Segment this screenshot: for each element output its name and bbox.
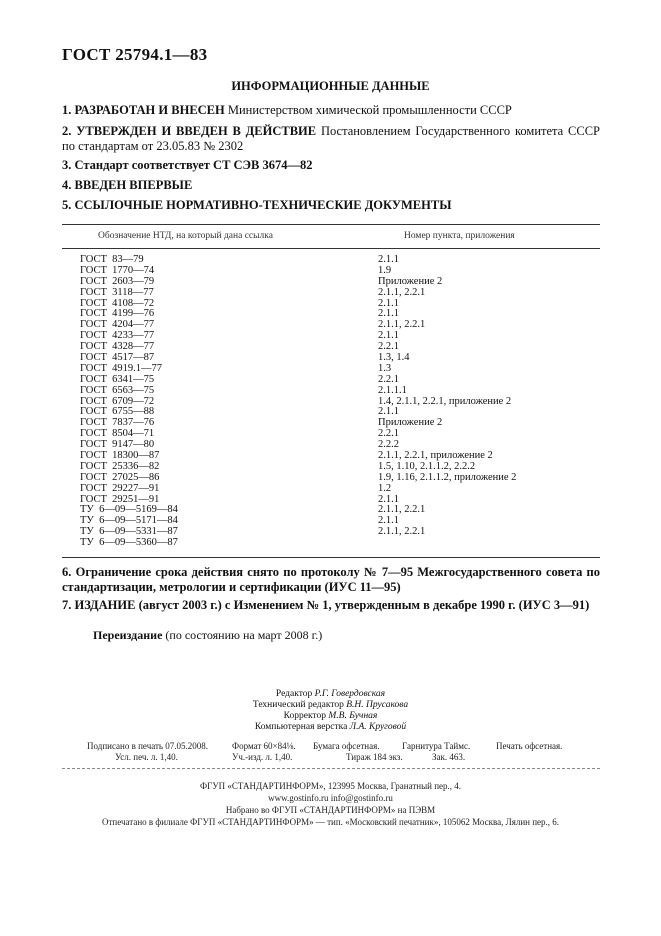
table-header-clause: Номер пункта, приложения bbox=[404, 231, 515, 241]
print-info-paper: Бумага офсетная. bbox=[313, 741, 380, 751]
ntd-designation: ТУ 6—09—5169—84 bbox=[80, 504, 178, 516]
table-bottom-rule bbox=[62, 557, 600, 558]
clause-number: 2.1.1, 2.2.1 bbox=[378, 286, 426, 298]
staff-role: Компьютерная верстка bbox=[254, 722, 350, 732]
item-text: Стандарт соответствует СТ СЭВ 3674—82 bbox=[74, 158, 313, 172]
print-info-printing: Печать офсетная. bbox=[496, 741, 563, 751]
print-info-sheets: Усл. печ. л. 1,40. bbox=[115, 752, 178, 762]
ntd-designation: ГОСТ 4517—87 bbox=[80, 352, 155, 364]
info-item-4 bbox=[62, 178, 600, 193]
clause-number: 2.1.1 bbox=[378, 406, 399, 418]
info-item-7 bbox=[62, 598, 600, 613]
footer-web: www.gostinfo.ru info@gostinfo.ru bbox=[268, 793, 393, 803]
info-item-1 bbox=[62, 103, 600, 118]
clause-number: Приложение 2 bbox=[378, 417, 443, 429]
clause-number: 1.2 bbox=[378, 482, 392, 494]
ntd-designation: ГОСТ 4233—77 bbox=[80, 330, 155, 342]
item-bold-text: УТВЕРЖДЕН И ВВЕДЕН В ДЕЙСТВИЕ bbox=[76, 124, 317, 138]
clause-number: 2.1.1 bbox=[378, 308, 399, 320]
clause-number: Приложение 2 bbox=[378, 275, 443, 287]
reissue-label: Переиздание bbox=[93, 628, 163, 642]
ntd-designation: ГОСТ 18300—87 bbox=[80, 450, 160, 462]
item-text: (август 2003 г.) с Изменением № 1, утвержденным в декабре 1990 г. (ИУС 3—91) bbox=[135, 598, 590, 612]
ntd-designation: ТУ 6—09—5360—87 bbox=[80, 537, 178, 549]
document-code: ГОСТ 25794.1—83 bbox=[62, 45, 208, 64]
ntd-designation: ГОСТ 27025—86 bbox=[80, 471, 160, 483]
item-bold-text: ИЗДАНИЕ bbox=[74, 598, 136, 612]
footer-printed: Отпечатано в филиале ФГУП «СТАНДАРТИНФОРМ» — тип. «Московский печатник», 105062 Москва, Лялин пер., 6. bbox=[101, 817, 560, 827]
staff-tech-editor bbox=[0, 700, 661, 711]
ntd-designation: ГОСТ 8504—71 bbox=[80, 428, 155, 440]
table-body bbox=[62, 255, 600, 549]
staff-name: Л.А. Круговой bbox=[349, 722, 407, 732]
clause-number: 1.3 bbox=[378, 362, 392, 374]
staff-role: Технический редактор bbox=[252, 700, 347, 710]
info-item-6 bbox=[62, 565, 600, 595]
item-number: 7. bbox=[62, 598, 72, 612]
section-title: ИНФОРМАЦИОННЫЕ ДАННЫЕ bbox=[231, 79, 430, 93]
item-number: 2. bbox=[62, 124, 72, 138]
footer-publisher: ФГУП «СТАНДАРТИНФОРМ», 123995 Москва, Гранатный пер., 4. bbox=[199, 781, 462, 791]
footer-typeset: Набрано во ФГУП «СТАНДАРТИНФОРМ» на ПЭВМ bbox=[225, 805, 436, 815]
item-number: 5. bbox=[62, 198, 72, 212]
ntd-designation: ГОСТ 83—79 bbox=[80, 254, 144, 265]
ntd-designation: ГОСТ 9147—80 bbox=[80, 439, 155, 451]
clause-number: 1.5, 1.10, 2.1.1.2, 2.2.2 bbox=[378, 460, 476, 472]
clause-number: 2.2.1 bbox=[378, 373, 399, 385]
ntd-designation: ТУ 6—09—5331—87 bbox=[80, 526, 178, 538]
clause-number: 2.1.1, 2.2.1 bbox=[378, 526, 426, 538]
clause-number: 2.1.1 bbox=[378, 330, 399, 342]
item-number: 6. bbox=[62, 565, 72, 579]
ntd-designation: ГОСТ 4328—77 bbox=[80, 341, 155, 353]
ntd-designation: ГОСТ 29227—91 bbox=[80, 482, 160, 494]
clause-number: 2.1.1 bbox=[378, 493, 399, 505]
staff-name: Р.Г. Говердовская bbox=[314, 689, 386, 699]
clause-number: 1.4, 2.1.1, 2.2.1, приложение 2 bbox=[378, 395, 512, 407]
table-row bbox=[62, 538, 600, 549]
clause-number: 1.3, 1.4 bbox=[378, 352, 410, 364]
clause-number: 2.2.1 bbox=[378, 341, 399, 353]
clause-number: 1.9 bbox=[378, 264, 392, 276]
print-info-edit-sheets: Уч.-изд. л. 1,40. bbox=[232, 752, 293, 762]
clause-number: 2.1.1, 2.2.1 bbox=[378, 319, 426, 331]
staff-layout bbox=[0, 722, 661, 733]
info-item-2 bbox=[62, 124, 600, 154]
ntd-designation: ГОСТ 2603—79 bbox=[80, 275, 155, 287]
staff-proofreader bbox=[0, 711, 661, 722]
ntd-designation: ГОСТ 25336—82 bbox=[80, 460, 160, 472]
ntd-designation: ГОСТ 6755—88 bbox=[80, 406, 155, 418]
item-number: 3. bbox=[62, 158, 72, 172]
ntd-designation: ТУ 6—09—5171—84 bbox=[80, 515, 178, 527]
print-info-typeface: Гарнитура Таймс. bbox=[402, 741, 471, 751]
reissue-note bbox=[93, 628, 322, 643]
table-row bbox=[62, 484, 600, 495]
ntd-designation: ГОСТ 4108—72 bbox=[80, 297, 155, 309]
table-header-designation: Обозначение НТД, на который дана ссылка bbox=[98, 231, 273, 241]
reissue-text: (по состоянию на март 2008 г.) bbox=[162, 628, 323, 642]
print-info-order: Зак. 463. bbox=[432, 752, 466, 762]
item-bold-text: ССЫЛОЧНЫЕ НОРМАТИВНО-ТЕХНИЧЕСКИЕ ДОКУМЕНТЫ bbox=[74, 198, 452, 212]
info-item-3 bbox=[62, 158, 600, 173]
clause-number: 2.1.1.1 bbox=[378, 384, 407, 396]
clause-number: 2.1.1 bbox=[378, 254, 399, 265]
footer-divider bbox=[62, 768, 600, 769]
clause-number: 2.1.1, 2.2.1, приложение 2 bbox=[378, 450, 493, 462]
table-row bbox=[62, 288, 600, 299]
item-number: 4. bbox=[62, 178, 72, 192]
clause-number: 2.2.2 bbox=[378, 439, 399, 451]
clause-number: 1.9, 1.16, 2.1.1.2, приложение 2 bbox=[378, 471, 517, 483]
ntd-designation: ГОСТ 6341—75 bbox=[80, 373, 155, 385]
print-info-run: Тираж 184 экз. bbox=[346, 752, 403, 762]
item-bold-text: ВВЕДЕН ВПЕРВЫЕ bbox=[74, 178, 193, 192]
info-item-5 bbox=[62, 198, 600, 213]
clause-number: 2.1.1 bbox=[378, 297, 399, 309]
staff-name: М.В. Бучная bbox=[328, 711, 378, 721]
table-row bbox=[62, 386, 600, 397]
table-header-rule bbox=[62, 248, 600, 249]
staff-editor bbox=[0, 689, 661, 700]
ntd-designation: ГОСТ 7837—76 bbox=[80, 417, 155, 429]
clause-number: 2.1.1, 2.2.1 bbox=[378, 504, 426, 516]
item-text: Министерством химической промышленности СССР bbox=[224, 103, 512, 117]
ntd-designation: ГОСТ 4204—77 bbox=[80, 319, 155, 331]
item-text: Постановлением Государственного комитета СССР по стандартам от 23.05.83 № 2302 bbox=[62, 124, 600, 153]
print-info-signed: Подписано в печать 07.05.2008. bbox=[87, 741, 209, 751]
ntd-designation: ГОСТ 1770—74 bbox=[80, 264, 155, 276]
ntd-designation: ГОСТ 29251—91 bbox=[80, 493, 160, 505]
item-number: 1. bbox=[62, 103, 72, 117]
ntd-designation: ГОСТ 4919.1—77 bbox=[80, 362, 163, 374]
clause-number: 2.1.1 bbox=[378, 515, 399, 527]
staff-role: Редактор bbox=[275, 689, 315, 699]
staff-name: В.Н. Прусакова bbox=[346, 700, 409, 710]
item-bold-text: РАЗРАБОТАН И ВНЕСЕН bbox=[74, 103, 225, 117]
item-text: Ограничение срока действия снято по протоколу № 7—95 Межгосударственного совета по стандартизации, метрологии и сертификации (ИУС 11—95) bbox=[62, 565, 600, 594]
ntd-designation: ГОСТ 6709—72 bbox=[80, 395, 155, 407]
ntd-designation: ГОСТ 6563—75 bbox=[80, 384, 155, 396]
table-top-rule bbox=[62, 224, 600, 225]
ntd-designation: ГОСТ 3118—77 bbox=[80, 286, 154, 298]
print-info-format: Формат 60×84⅛. bbox=[232, 741, 296, 751]
staff-role: Корректор bbox=[283, 711, 329, 721]
clause-number: 2.2.1 bbox=[378, 428, 399, 440]
ntd-designation: ГОСТ 4199—76 bbox=[80, 308, 155, 320]
